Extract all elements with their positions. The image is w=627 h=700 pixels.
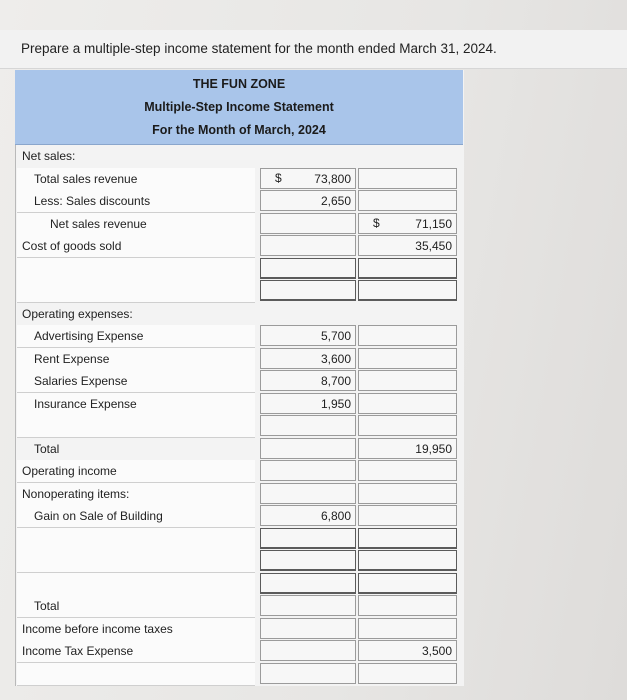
amount-value: 2,650 (320, 194, 351, 208)
row-label[interactable]: Income Tax Expense (17, 640, 255, 663)
amount-input-column-2[interactable] (358, 640, 457, 661)
row-label[interactable] (17, 258, 255, 281)
row-label[interactable]: Operating expenses: (22, 306, 133, 321)
instruction-text: Prepare a multiple-step income statement for the month ended March 31, 2024. (21, 41, 497, 56)
amount-input-column-1[interactable] (260, 325, 356, 346)
statement-row (15, 168, 463, 191)
amount-input-column-1[interactable] (260, 663, 356, 684)
amount-input-column-1[interactable] (260, 235, 356, 256)
amount-input-column-2[interactable] (358, 528, 457, 549)
statement-row (15, 145, 463, 168)
row-label[interactable]: Salaries Expense (17, 370, 255, 393)
amount-value: 8,700 (320, 374, 351, 388)
statement-row (15, 505, 463, 528)
row-label[interactable] (17, 573, 255, 596)
row-label[interactable]: Net sales: (22, 149, 76, 163)
currency-symbol: $ (373, 215, 380, 230)
company-name: THE FUN ZONE (192, 77, 286, 91)
amount-input-column-1[interactable] (260, 190, 356, 211)
amount-value: 3,500 (421, 644, 452, 658)
amount-value: 71,150 (415, 216, 452, 231)
statement-row (15, 303, 463, 326)
amount-input-column-2[interactable] (358, 595, 457, 616)
row-label[interactable]: Insurance Expense (17, 393, 255, 416)
statement-row (15, 528, 463, 551)
amount-input-column-2[interactable] (358, 280, 457, 301)
amount-value: 19,950 (415, 441, 452, 456)
row-label[interactable]: Income before income taxes (17, 618, 255, 641)
amount-input-column-2[interactable] (358, 348, 457, 369)
amount-input-column-2[interactable] (358, 370, 457, 391)
amount-input-column-1[interactable] (260, 483, 356, 504)
statement-row (15, 460, 463, 483)
amount-input-column-1[interactable] (260, 640, 356, 661)
amount-input-column-1[interactable] (260, 280, 356, 301)
statement-row (15, 415, 463, 438)
amount-input-column-1[interactable] (260, 348, 356, 369)
amount-input-column-2[interactable] (358, 213, 457, 234)
statement-row (15, 595, 463, 618)
row-label[interactable]: Total (34, 441, 60, 456)
statement-row (15, 258, 463, 281)
statement-row (15, 640, 463, 663)
row-label[interactable] (17, 528, 255, 551)
amount-input-column-2[interactable] (358, 235, 457, 256)
statement-row (15, 393, 463, 416)
row-label[interactable]: Net sales revenue (17, 213, 255, 236)
statement-row (15, 573, 463, 596)
amount-input-column-1[interactable] (260, 505, 356, 526)
statement-row (15, 235, 463, 258)
amount-input-column-1[interactable] (260, 258, 356, 279)
amount-value: 35,450 (415, 239, 452, 253)
statement-period: For the Month of March, 2024 (152, 123, 326, 137)
statement-row (15, 550, 463, 573)
amount-input-column-2[interactable] (358, 483, 457, 504)
amount-input-column-1[interactable] (260, 370, 356, 391)
instruction-bar (0, 30, 627, 69)
amount-input-column-2[interactable] (358, 190, 457, 211)
amount-input-column-1[interactable] (260, 213, 356, 234)
amount-input-column-2[interactable] (358, 325, 457, 346)
statement-header (15, 70, 463, 145)
amount-input-column-2[interactable] (358, 460, 457, 481)
row-label[interactable]: Gain on Sale of Building (17, 505, 255, 528)
currency-symbol: $ (275, 170, 282, 185)
statement-row (15, 663, 463, 686)
amount-value: 1,950 (320, 396, 351, 411)
amount-value: 6,800 (320, 509, 351, 523)
amount-input-column-1[interactable] (260, 393, 356, 414)
row-label[interactable] (17, 663, 255, 686)
amount-input-column-2[interactable] (358, 505, 457, 526)
amount-value: 3,600 (320, 351, 351, 366)
row-label[interactable]: Total sales revenue (17, 168, 255, 191)
row-label[interactable]: Rent Expense (17, 348, 255, 371)
amount-input-column-2[interactable] (358, 393, 457, 414)
amount-value: 5,700 (320, 329, 351, 343)
statement-row (15, 438, 463, 461)
row-label[interactable] (17, 280, 255, 303)
amount-input-column-2[interactable] (358, 258, 457, 279)
row-label[interactable]: Nonoperating items: (17, 483, 255, 506)
statement-row (15, 325, 463, 348)
amount-input-column-2[interactable] (358, 663, 457, 684)
amount-input-column-2[interactable] (358, 618, 457, 639)
row-label[interactable] (17, 415, 255, 438)
row-label[interactable]: Total (17, 595, 255, 618)
statement-row (15, 618, 463, 641)
statement-title: Multiple-Step Income Statement (144, 100, 334, 114)
row-label[interactable]: Less: Sales discounts (17, 190, 255, 213)
statement-row (15, 348, 463, 371)
amount-input-column-1[interactable] (260, 438, 356, 459)
amount-input-column-1[interactable] (260, 415, 356, 436)
row-label[interactable]: Advertising Expense (17, 325, 255, 348)
row-label[interactable]: Operating income (17, 460, 255, 483)
statement-row (15, 370, 463, 393)
row-label[interactable] (17, 550, 255, 573)
row-label[interactable]: Cost of goods sold (17, 235, 255, 258)
amount-input-column-2[interactable] (358, 415, 457, 436)
amount-input-column-2[interactable] (358, 573, 457, 594)
statement-row (15, 190, 463, 213)
amount-input-column-1[interactable] (260, 528, 356, 549)
amount-input-column-1[interactable] (260, 618, 356, 639)
amount-input-column-1[interactable] (260, 460, 356, 481)
amount-input-column-2[interactable] (358, 550, 457, 571)
statement-row (15, 483, 463, 506)
amount-input-column-2[interactable] (358, 438, 457, 459)
statement-row (15, 213, 463, 236)
amount-input-column-1[interactable] (260, 573, 356, 594)
amount-input-column-1[interactable] (260, 168, 356, 189)
amount-value: 73,800 (314, 171, 351, 186)
amount-input-column-1[interactable] (260, 595, 356, 616)
amount-input-column-2[interactable] (358, 168, 457, 189)
amount-input-column-1[interactable] (260, 550, 356, 571)
statement-row (15, 280, 463, 303)
